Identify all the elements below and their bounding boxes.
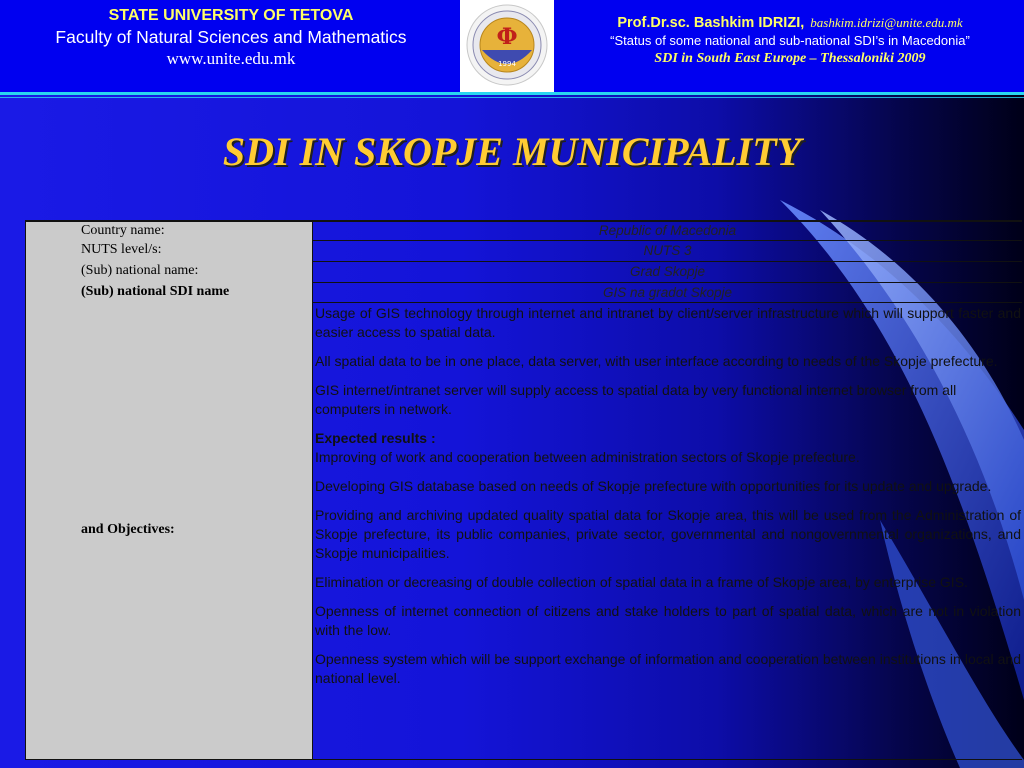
objective-paragraph: GIS internet/intranet server will supply access to spatial data by very functional internet browser from all computers in network. [315,382,957,417]
row-value-nuts: NUTS 3 [643,243,692,258]
objective-paragraph: Providing and archiving updated quality spatial data for Skopje area, this will be used from the Administration of Skopje prefecture, its public companies, private sector, governmental and nongovernmental organizations, and Skopje municipalities. [315,507,1021,561]
svg-text:Ф: Ф [496,24,518,50]
row-value-country: Republic of Macedonia [598,223,737,238]
university-block [0,6,462,70]
objective-paragraph: Openness system which will be support exchange of information and cooperation between institutions in local and national level. [315,651,1021,686]
slide-title: SDI IN SKOPJE MUNICIPALITY [222,129,802,174]
objectives-row [25,302,1022,760]
expected-results-heading: Expected results : [315,430,436,446]
logo-year: 1994 [498,60,516,68]
row-label-sdi-name: (Sub) national SDI name [81,284,230,299]
presentation-info [556,14,1024,68]
objective-paragraph: Openness of internet connection of citizens and stake holders to part of spatial data, which are not in violation with the low. [315,603,1021,638]
table-row [25,240,1022,262]
author-email: bashkim.idrizi@unite.edu.mk [810,15,963,30]
header-divider [0,92,1024,95]
table-row [25,220,1022,241]
objectives-label: and Objectives: [81,522,175,537]
author-name: Prof.Dr.sc. Bashkim IDRIZI, [617,15,805,31]
row-value-subnational-name: Grad Skopje [629,264,706,279]
row-label-country: Country name: [81,222,165,238]
objective-paragraph: All spatial data to be in one place, data server, with user interface according to needs of the Skopje prefecture. [315,353,998,369]
university-website: www.unite.edu.mk [166,49,296,68]
slide-header [0,0,1024,92]
table-row [25,282,1022,303]
event-name: SDI in South East Europe – Thessaloniki 2009 [654,51,926,66]
university-name: STATE UNIVERSITY OF TETOVA [108,7,354,24]
objective-paragraph: Improving of work and cooperation between administration sectors of Skopje prefecture. [315,449,860,465]
logo-seal-icon [460,0,554,92]
row-value-sdi-name: GIS na gradot Skopje [602,285,733,300]
table-row [25,261,1022,283]
objective-paragraph: Elimination or decreasing of double collection of spatial data in a frame of Skopje area, by enterprise GIS. [315,574,968,590]
talk-title: “Status of some national and sub-national SDI’s in Macedonia” [610,33,970,48]
faculty-name: Faculty of Natural Sciences and Mathematics [55,27,407,47]
sdi-info-table [25,220,1022,760]
header-divider-thin [0,97,1024,98]
row-label-nuts: NUTS level/s: [81,242,162,257]
row-label-subnational-name: (Sub) national name: [81,263,199,278]
objective-paragraph: Usage of GIS technology through internet and intranet by client/server infrastructure which will support faster and easier access to spatial data. [315,305,1021,340]
university-logo [460,0,554,92]
objective-paragraph: Developing GIS database based on needs of Skopje prefecture with opportunities for its update and upgrade. [315,478,992,494]
objectives-text [315,304,1021,698]
